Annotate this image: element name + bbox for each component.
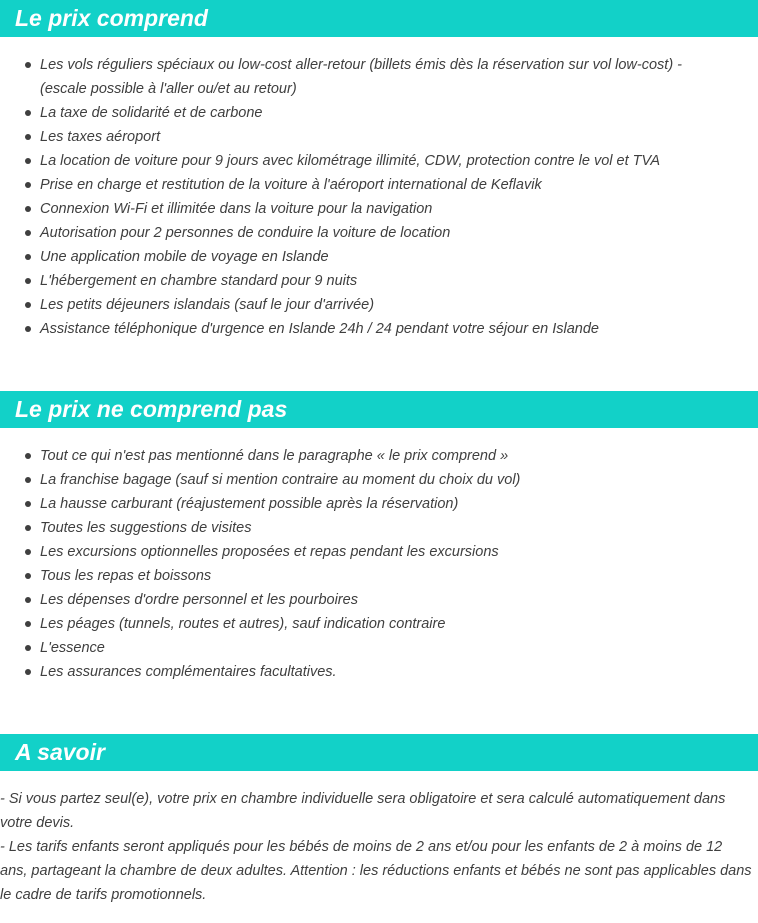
list-item — [0, 516, 758, 540]
list-item — [0, 197, 758, 221]
bullet-icon — [25, 182, 31, 188]
bullet-icon — [25, 525, 31, 531]
good-to-know-header — [0, 734, 758, 771]
bullet-icon — [25, 597, 31, 603]
list-item-text: Les vols réguliers spéciaux ou low-cost aller-retour (billets émis dès la réservation sur vol low-cost) - (escale possible à l'aller ou/et au retour) — [40, 57, 683, 97]
list-item-text: Une application mobile de voyage en Islande — [40, 249, 329, 265]
list-item-text: Prise en charge et restitution de la voiture à l'aéroport international de Keflavik — [40, 177, 542, 193]
bullet-icon — [25, 573, 31, 579]
list-item-text: Connexion Wi-Fi et illimitée dans la voiture pour la navigation — [40, 201, 433, 217]
note-paragraph: - Les tarifs enfants seront appliqués pour les bébés de moins de 2 ans et/ou pour les enfants de 2 à moins de 12 ans, partageant la chambre de deux adultes. Attention : les réductions enfants et bébés ne sont pas applicables dans le cadre de tarifs promotionnels. — [0, 839, 752, 903]
list-item-text: Les excursions optionnelles proposées et repas pendant les excursions — [40, 544, 499, 560]
list-item-text: Les petits déjeuners islandais (sauf le jour d'arrivée) — [40, 297, 375, 313]
bullet-icon — [25, 453, 31, 459]
list-item-text: Tous les repas et boissons — [40, 568, 212, 584]
list-item — [0, 612, 758, 636]
list-item — [0, 125, 758, 149]
includes-header — [0, 0, 758, 37]
note-paragraph: - Si vous partez seul(e), votre prix en chambre individuelle sera obligatoire et sera calculé automatiquement dans votre devis. — [0, 791, 726, 831]
list-item — [0, 317, 758, 341]
list-item — [0, 269, 758, 293]
bullet-icon — [25, 110, 31, 116]
list-item-text: La taxe de solidarité et de carbone — [40, 105, 263, 121]
list-item — [0, 468, 758, 492]
list-item-text: Autorisation pour 2 personnes de conduire la voiture de location — [40, 225, 451, 241]
list-item-text: Tout ce qui n'est pas mentionné dans le paragraphe « le prix comprend » — [40, 448, 509, 464]
list-item — [0, 293, 758, 317]
list-item — [0, 101, 758, 125]
excludes-header — [0, 391, 758, 428]
excludes-title: Le prix ne comprend pas — [15, 396, 288, 422]
bullet-icon — [25, 477, 31, 483]
list-item-text: La franchise bagage (sauf si mention contraire au moment du choix du vol) — [40, 472, 521, 488]
list-item-text: La location de voiture pour 9 jours avec kilométrage illimité, CDW, protection contre le vol et TVA — [40, 153, 661, 169]
list-item — [0, 221, 758, 245]
bullet-icon — [25, 501, 31, 507]
bullet-icon — [25, 254, 31, 260]
bullet-icon — [25, 549, 31, 555]
list-item — [0, 444, 758, 468]
list-item — [0, 564, 758, 588]
bullet-icon — [25, 230, 31, 236]
list-item-text: Les péages (tunnels, routes et autres), sauf indication contraire — [40, 616, 446, 632]
list-item — [0, 540, 758, 564]
list-item-text: Assistance téléphonique d'urgence en Islande 24h / 24 pendant votre séjour en Islande — [40, 321, 600, 337]
bullet-icon — [25, 134, 31, 140]
bullet-icon — [25, 669, 31, 675]
list-item-text: L'hébergement en chambre standard pour 9 nuits — [40, 273, 358, 289]
list-item-text: L'essence — [40, 640, 105, 656]
good-to-know-title: A savoir — [15, 739, 105, 765]
list-item-text: Les dépenses d'ordre personnel et les pourboires — [40, 592, 358, 608]
bullet-icon — [25, 326, 31, 332]
bullet-icon — [25, 302, 31, 308]
bullet-icon — [25, 62, 31, 68]
bullet-icon — [25, 206, 31, 212]
includes-title: Le prix comprend — [15, 5, 208, 31]
excludes-list — [0, 444, 758, 684]
list-item-text: Les assurances complémentaires facultatives. — [40, 664, 337, 680]
list-item — [0, 636, 758, 660]
list-item — [0, 149, 758, 173]
bullet-icon — [25, 621, 31, 627]
list-item — [0, 492, 758, 516]
list-item — [0, 173, 758, 197]
list-item — [0, 588, 758, 612]
good-to-know-body — [0, 787, 758, 907]
bullet-icon — [25, 158, 31, 164]
list-item-text: Toutes les suggestions de visites — [40, 520, 252, 536]
bullet-icon — [25, 645, 31, 651]
list-item — [0, 245, 758, 269]
includes-list — [0, 53, 758, 341]
list-item-text: Les taxes aéroport — [40, 129, 161, 145]
list-item-text: La hausse carburant (réajustement possible après la réservation) — [40, 496, 459, 512]
list-item — [0, 660, 758, 684]
list-item — [0, 53, 758, 101]
bullet-icon — [25, 278, 31, 284]
